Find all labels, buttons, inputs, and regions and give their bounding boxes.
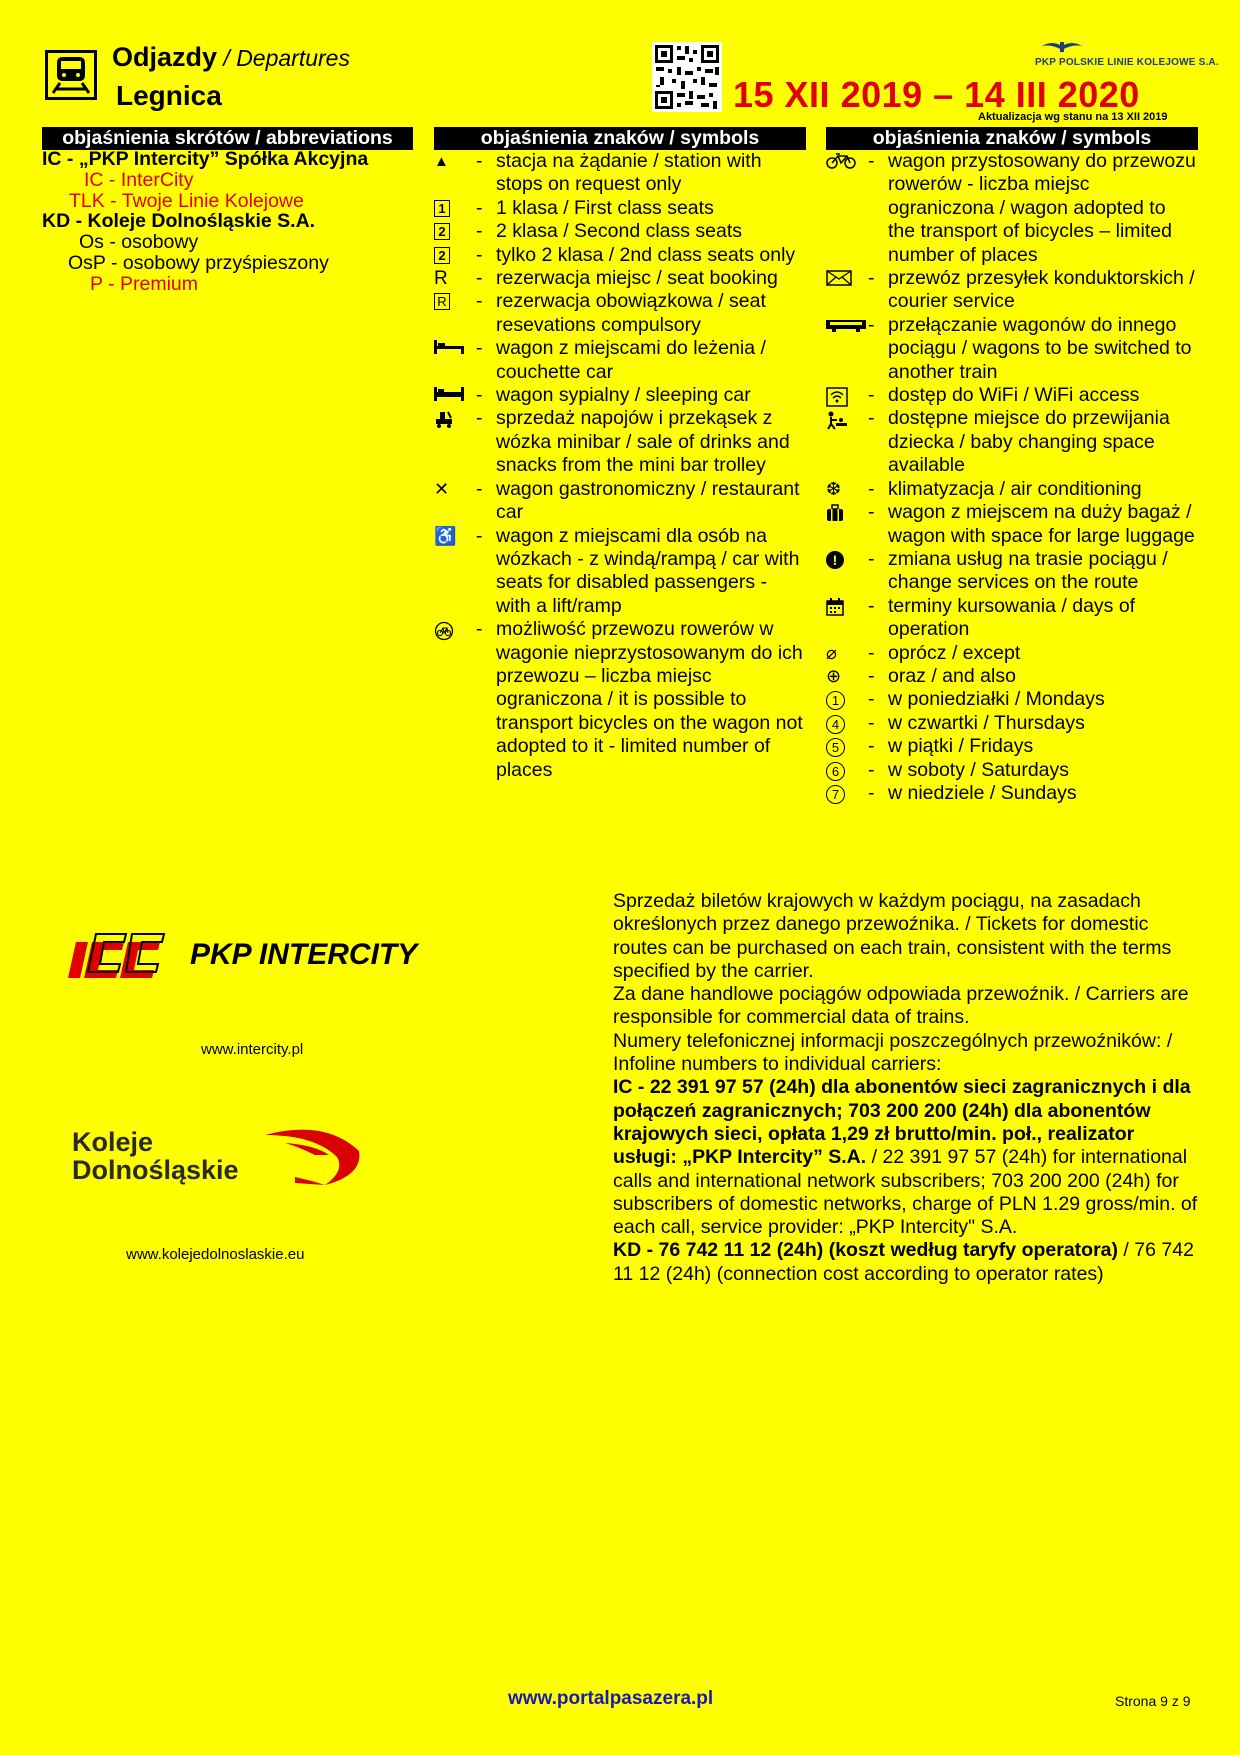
intercity-logo-icon (68, 930, 178, 982)
luggage-icon (826, 501, 868, 524)
separator: - (868, 641, 875, 664)
separator: - (868, 477, 875, 500)
couchette-icon (434, 337, 476, 360)
symbol-description: 1 klasa / First class seats (496, 196, 714, 219)
symbol-row (826, 407, 1198, 477)
separator: - (868, 664, 875, 687)
abbreviation-text: Koleje Dolnośląskie S.A. (87, 210, 316, 233)
first-class-icon: 1 (434, 197, 476, 220)
info-block (613, 890, 1203, 1286)
symbol-description: terminy kursowania / days of operation (888, 594, 1136, 641)
symbol-description: wagon z miejscami do leżenia / couchette car (496, 337, 766, 383)
separator: - (868, 711, 875, 734)
info-ic-phone (613, 1076, 1203, 1239)
except-icon: ⌀ (826, 642, 837, 663)
symbol-description: oprócz / except (888, 641, 1021, 664)
symbol-row (826, 501, 1198, 548)
symbol-description: możliwość przewozu rowerów w wagonie nieprzystosowanym do ich przewozu – liczba miejsc ograniczona / it is possible to transport bicycles on the wagon not adopted to it - limited number of places (496, 618, 803, 781)
symbol-description: wagon z miejscem na duży bagaż / wagon with space for large luggage (888, 501, 1195, 547)
separator: - (868, 267, 875, 290)
second-class-icon: 2 (434, 220, 476, 243)
separator: - (476, 524, 483, 547)
symbol-row (434, 290, 806, 337)
separator: - (868, 407, 875, 430)
qr-code-icon (652, 42, 722, 112)
plus-circle-icon: ⊕ (826, 665, 842, 686)
symbol-row (434, 150, 806, 197)
info-infoline-heading: Numery telefonicznej informacji poszczególnych przewoźników: / Infoline numbers to individual carriers: (613, 1029, 1173, 1076)
abbreviation-text: InterCity (120, 168, 194, 191)
kd-swoosh-icon (255, 1125, 365, 1198)
page-number: Strona 9 z 9 (1115, 1693, 1191, 1709)
separator: - (476, 618, 483, 641)
separator: - (476, 243, 483, 266)
symbol-row (434, 244, 806, 267)
symbol-row (826, 595, 1198, 642)
symbol-description: wagon gastronomiczny / restaurant car (496, 477, 800, 524)
symbol-row (434, 478, 806, 525)
separator: - (868, 594, 875, 617)
abbreviation-text: osobowy przyśpieszony (122, 251, 329, 274)
symbol-row (434, 267, 806, 290)
info-kd-phone-en: / 76 742 11 12 (24h) (connection cost according to operator rates) (613, 1239, 1194, 1285)
separator: - (868, 758, 875, 781)
separator: - (476, 407, 483, 430)
kd-url[interactable]: www.kolejedolnoslaskie.eu (126, 1246, 305, 1263)
info-ticket-sales: Sprzedaż biletów krajowych w każdym pociągu, na zasadach określonych przez danego przewoźnika. / Tickets for domestic routes can be purchased on each train, consistent with the terms specified by the carrier. (613, 890, 1172, 982)
separator: - (868, 384, 875, 407)
symbol-row (434, 407, 806, 477)
separator: - (476, 337, 483, 360)
symbol-description: oraz / and also (888, 664, 1016, 687)
symbol-description: wagon sypialny / sleeping car (496, 384, 751, 407)
info-carrier-responsibility: Za dane handlowe pociągów odpowiada przewoźnik. / Carriers are responsible for commercial data of trains. (613, 983, 1189, 1029)
triangle-icon: ▲ (434, 153, 449, 170)
validity-period: 15 XII 2019 – 14 III 2020 (733, 74, 1140, 115)
abbreviation-text: Premium (119, 272, 198, 295)
symbol-description: dostęp do WiFi / WiFi access (888, 384, 1140, 407)
bicycle-icon (826, 150, 868, 173)
abbreviation-row (42, 232, 413, 253)
symbol-description: w czwartki / Thursdays (888, 711, 1085, 734)
abbreviation-row (42, 170, 413, 191)
bicycle-circle-icon (434, 618, 476, 641)
abbreviation-row (42, 274, 413, 295)
symbol-description: tylko 2 klasa / 2nd class seats only (496, 243, 796, 266)
kd-logo-text (72, 1128, 239, 1184)
symbol-row (826, 267, 1198, 314)
symbol-row (826, 759, 1198, 782)
separator: - (476, 196, 483, 219)
day-7-icon: 7 (826, 782, 868, 805)
separator: - (868, 501, 875, 524)
symbol-row (434, 525, 806, 619)
abbreviation-row (42, 191, 413, 212)
info-kd-phone-pl: KD - 76 742 11 12 (24h) (koszt według taryfy operatora) (613, 1239, 1119, 1262)
symbol-row (434, 618, 806, 782)
kd-logo-line1: Koleje (72, 1127, 154, 1157)
abbreviation-code: P - (90, 272, 120, 295)
intercity-logo-text: PKP INTERCITY (190, 938, 418, 971)
reservation-icon: R (434, 268, 448, 290)
baby-changing-icon (826, 407, 868, 430)
info-kd-phone (613, 1239, 1203, 1286)
symbol-row (826, 688, 1198, 711)
day-4-icon: 4 (826, 712, 868, 735)
symbol-description: zmiana usług na trasie pociągu / change services on the route (888, 547, 1168, 594)
kd-logo-line2: Dolnośląskie (72, 1155, 239, 1185)
update-note: Aktualizacja wg stanu na 13 XII 2019 (978, 111, 1168, 123)
separator: - (476, 220, 483, 243)
symbol-description: rezerwacja miejsc / seat booking (496, 267, 778, 290)
symbol-row (826, 735, 1198, 758)
abbreviation-text: Twoje Linie Kolejowe (121, 189, 304, 212)
separator: - (868, 313, 875, 336)
symbol-description: dostępne miejsce do przewijania dziecka / baby changing space available (888, 407, 1170, 477)
page-title (112, 42, 350, 73)
symbol-row (826, 384, 1198, 407)
envelope-icon (826, 267, 868, 290)
abbreviation-code: KD - (42, 210, 88, 233)
symbol-description: w poniedziałki / Mondays (888, 688, 1105, 711)
symbol-row (826, 782, 1198, 805)
station-name: Legnica (116, 80, 222, 111)
symbol-row (826, 548, 1198, 595)
snowflake-icon: ❆ (826, 478, 842, 499)
calendar-icon (826, 595, 868, 618)
symbol-row (434, 384, 806, 407)
separator: - (476, 477, 483, 500)
title-pl: Odjazdy (112, 42, 218, 72)
separator: - (868, 735, 875, 758)
symbol-description: wagon przystosowany do przewozu rowerów - liczba miejsc ograniczona / wagon adopted to the transport of bicycles – limited number of places (888, 150, 1196, 266)
intercity-logo (68, 930, 178, 987)
abbreviations-list (42, 149, 413, 295)
abbreviation-row (42, 211, 413, 232)
symbol-description: wagon z miejscami dla osób na wózkach - z windą/rampą / car with seats for disabled passengers - with a lift/ramp (496, 524, 800, 617)
separator: - (476, 384, 483, 407)
reservation-compulsory-icon: R (434, 290, 476, 313)
minibar-icon (434, 407, 476, 430)
symbol-row (434, 337, 806, 384)
second-class-only-icon: 2 (434, 244, 476, 267)
symbol-row (826, 150, 1198, 267)
symbol-description: w niedziele / Sundays (888, 781, 1077, 804)
symbol-description: stacja na żądanie / station with stops on request only (496, 150, 762, 196)
abbreviation-row (42, 253, 413, 274)
symbol-row (826, 665, 1198, 688)
symbol-description: 2 klasa / Second class seats (496, 220, 743, 243)
info-ic-phone-en: / 22 391 97 57 (24h) for international calls and international network subscribers; 703 200 200 (24h) for subscribers of domestic networks, charge of PLN 1.29 gross/min. of each call, service provider: „PKP Intercity" S.A. (613, 1146, 1198, 1239)
symbols-right-heading: objaśnienia znaków / symbols (826, 127, 1198, 150)
abbreviation-text: osobowy (121, 231, 199, 254)
separator: - (868, 150, 875, 172)
info-ic-phone-pl: IC - 22 391 97 57 (24h) dla abonentów sieci zagranicznych i dla połączeń zagranicznych; 703 200 200 (24h) dla abonentów krajowych sieci, opłata 1,29 zł brutto/min. poł., realizator usługi: „PKP Intercity” S.A. (613, 1076, 1191, 1169)
footer-url[interactable]: www.portalpasazera.pl (508, 1688, 714, 1709)
train-icon (45, 50, 97, 100)
wheelchair-icon: ♿ (434, 525, 457, 546)
abbreviations-heading: objaśnienia skrótów / abbreviations (42, 127, 413, 150)
symbol-description: przełączanie wagonów do innego pociągu / wagons to be switched to another train (888, 313, 1192, 383)
symbol-description: rezerwacja obowiązkowa / seat resevations compulsory (496, 290, 766, 336)
plk-logo-text: PKP POLSKIE LINIE KOLEJOWE S.A. (1035, 57, 1219, 68)
separator: - (868, 688, 875, 711)
separator: - (868, 781, 875, 804)
wifi-icon (826, 384, 868, 407)
intercity-url[interactable]: www.intercity.pl (201, 1041, 304, 1058)
symbol-row (826, 712, 1198, 735)
abbreviation-code: OsP - (68, 251, 123, 274)
abbreviation-text: „PKP Intercity” Spółka Akcyjna (78, 148, 369, 170)
symbol-description: przewóz przesyłek konduktorskich / courier service (888, 267, 1195, 313)
day-1-icon: 1 (826, 688, 868, 711)
symbol-description: klimatyzacja / air conditioning (888, 477, 1142, 500)
abbreviation-code: IC - (42, 148, 79, 170)
day-5-icon: 5 (826, 735, 868, 758)
symbol-row (434, 220, 806, 243)
symbol-row (826, 642, 1198, 665)
switch-wagon-icon (826, 314, 868, 337)
separator: - (868, 547, 875, 570)
symbols-left-list (434, 150, 806, 782)
symbol-description: sprzedaż napojów i przekąsek z wózka minibar / sale of drinks and snacks from the mini bar trolley (496, 407, 790, 477)
separator: - (476, 267, 483, 290)
symbol-row (826, 314, 1198, 384)
separator: - (476, 290, 483, 313)
abbreviation-row (42, 149, 413, 170)
symbols-left-heading: objaśnienia znaków / symbols (434, 127, 806, 150)
sleeping-car-icon (434, 384, 476, 407)
abbreviation-code: Os - (79, 231, 122, 254)
restaurant-icon: ✕ (434, 478, 450, 499)
exclamation-icon: ! (826, 548, 868, 571)
abbreviation-code: TLK - (69, 189, 122, 212)
separator: - (476, 150, 483, 172)
symbol-description: w soboty / Saturdays (888, 758, 1070, 781)
day-6-icon: 6 (826, 759, 868, 782)
title-en: / Departures (217, 45, 350, 71)
symbol-row (434, 197, 806, 220)
symbols-right-list (826, 150, 1198, 805)
symbol-row (826, 478, 1198, 501)
symbol-description: w piątki / Fridays (888, 735, 1034, 758)
abbreviation-code: IC - (84, 168, 121, 191)
